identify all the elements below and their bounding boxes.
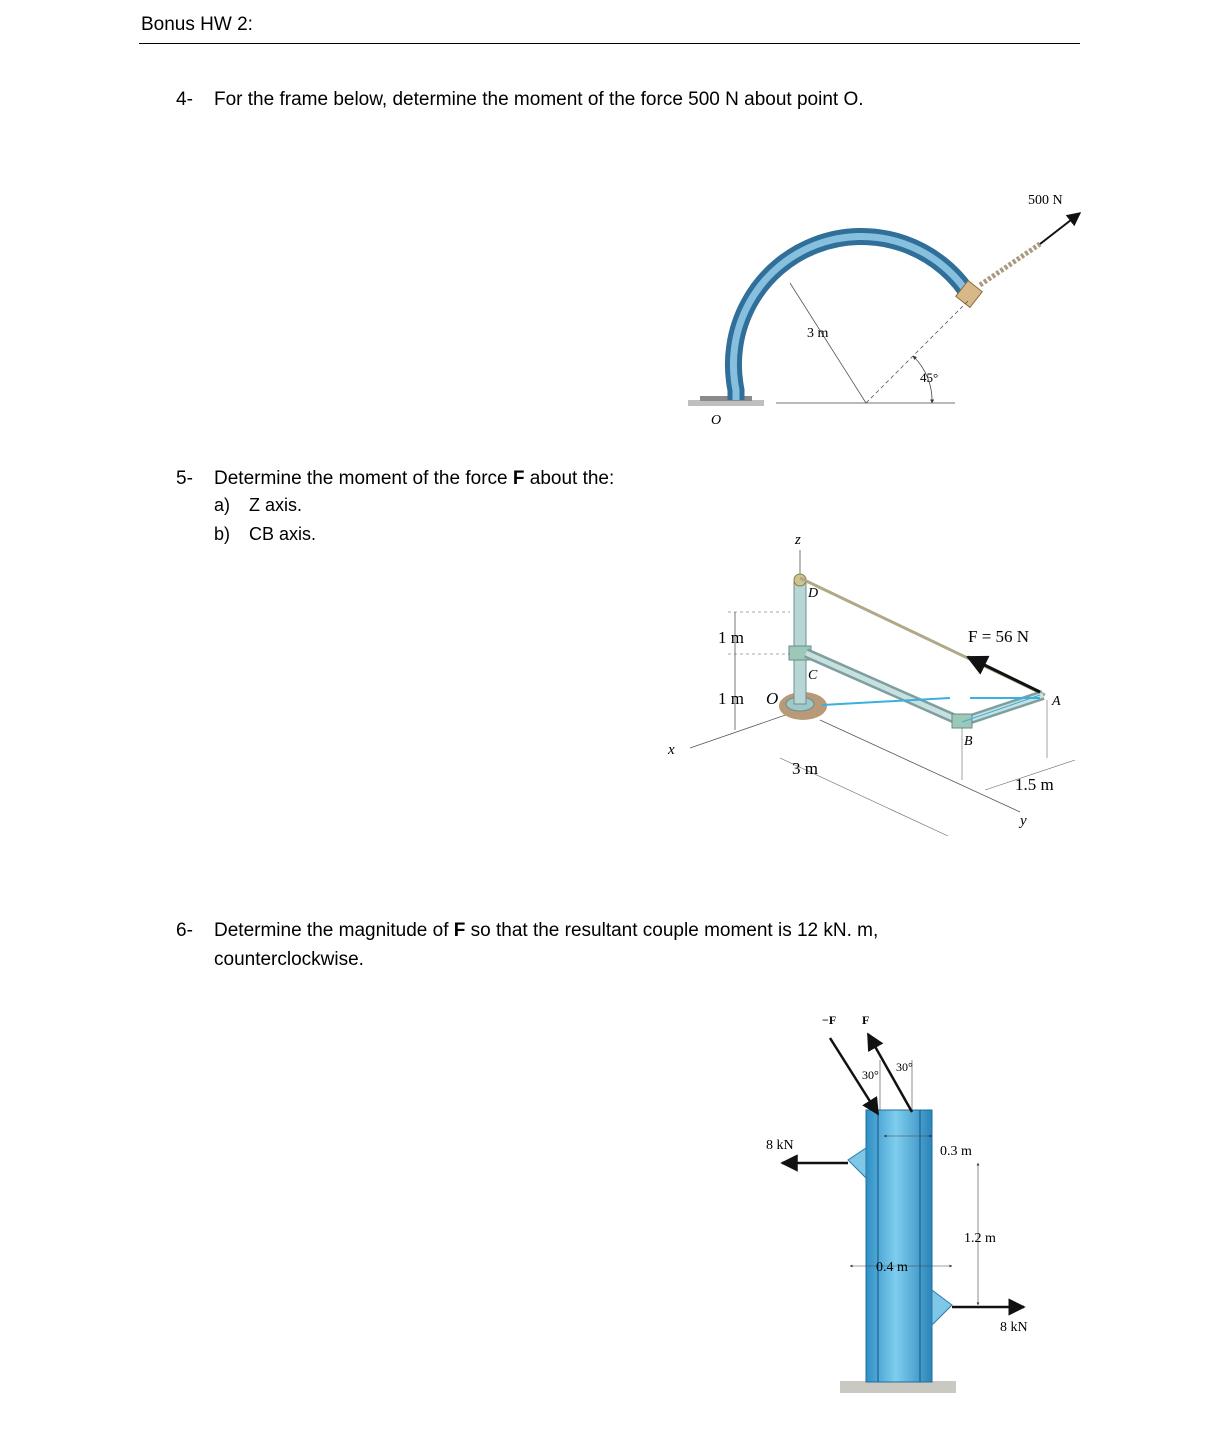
point-C-label: C bbox=[808, 668, 818, 683]
ground bbox=[840, 1381, 956, 1393]
figure-5-pipe-assembly bbox=[667, 532, 1075, 836]
load-left-label: 8 kN bbox=[766, 1138, 794, 1153]
dim-1.5m: 1.5 m bbox=[1015, 775, 1054, 794]
point-O-label: O bbox=[711, 413, 722, 428]
question-text: For the frame below, determine the moment of the force 500 N about point O. bbox=[214, 89, 864, 110]
question-text: Determine the magnitude of F so that the resultant couple moment is 12 kN. m, bbox=[214, 920, 879, 941]
dim-3m: 3 m bbox=[792, 759, 818, 778]
load-right-label: 8 kN bbox=[1000, 1320, 1028, 1335]
question-number: 4- bbox=[176, 89, 193, 110]
point-B-label: B bbox=[964, 734, 973, 749]
x-axis-label: x bbox=[668, 742, 675, 758]
point-A-label: A bbox=[1052, 694, 1061, 709]
dim-1.2m: 1.2 m bbox=[964, 1231, 996, 1246]
angle-label: 45° bbox=[920, 370, 939, 385]
bracket-right bbox=[932, 1290, 952, 1325]
dim-0.4m: 0.4 m bbox=[876, 1260, 908, 1275]
joint-B bbox=[952, 714, 972, 728]
list-item-text: CB axis. bbox=[249, 524, 317, 544]
figure-4-frame bbox=[688, 193, 1080, 428]
vertical-pipe bbox=[794, 582, 806, 704]
bracket-left bbox=[848, 1148, 866, 1178]
list-item: b) bbox=[214, 524, 231, 544]
radius-label: 3 m bbox=[807, 326, 829, 341]
page-header: Bonus HW 2: bbox=[141, 14, 253, 35]
force-arrow-500N bbox=[1040, 213, 1080, 244]
figure-6-column bbox=[766, 1013, 1028, 1393]
angle-label-2: 30° bbox=[896, 1060, 913, 1074]
list-item-text: Z axis. bbox=[249, 495, 303, 515]
z-axis-label: z bbox=[795, 532, 801, 548]
neg-F-label: −F bbox=[822, 1013, 837, 1027]
pipe-CB bbox=[806, 653, 962, 722]
angle-label-1: 30° bbox=[862, 1068, 879, 1082]
F-label: F bbox=[862, 1013, 870, 1027]
point-D-label: D bbox=[808, 586, 819, 601]
dim-0.3m: 0.3 m bbox=[940, 1144, 972, 1159]
y-axis-label: y bbox=[1020, 813, 1027, 829]
question-number: 5- bbox=[176, 468, 193, 489]
bold-F: F bbox=[512, 468, 525, 489]
point-O-label: O bbox=[766, 689, 779, 708]
force-label: 500 N bbox=[1028, 193, 1063, 208]
list-item: a) bbox=[214, 495, 231, 515]
dim-1m-bottom: 1 m bbox=[718, 689, 744, 708]
column bbox=[866, 1110, 932, 1382]
bold-F: F bbox=[453, 920, 466, 941]
question-text-line2: counterclockwise. bbox=[214, 949, 364, 970]
question-number: 6- bbox=[176, 920, 193, 941]
force-label: F = 56 N bbox=[968, 627, 1030, 646]
force-arrow-F bbox=[968, 657, 1040, 692]
dim-1m-top: 1 m bbox=[718, 628, 744, 647]
question-text: Determine the moment of the force F about the: bbox=[214, 468, 615, 489]
